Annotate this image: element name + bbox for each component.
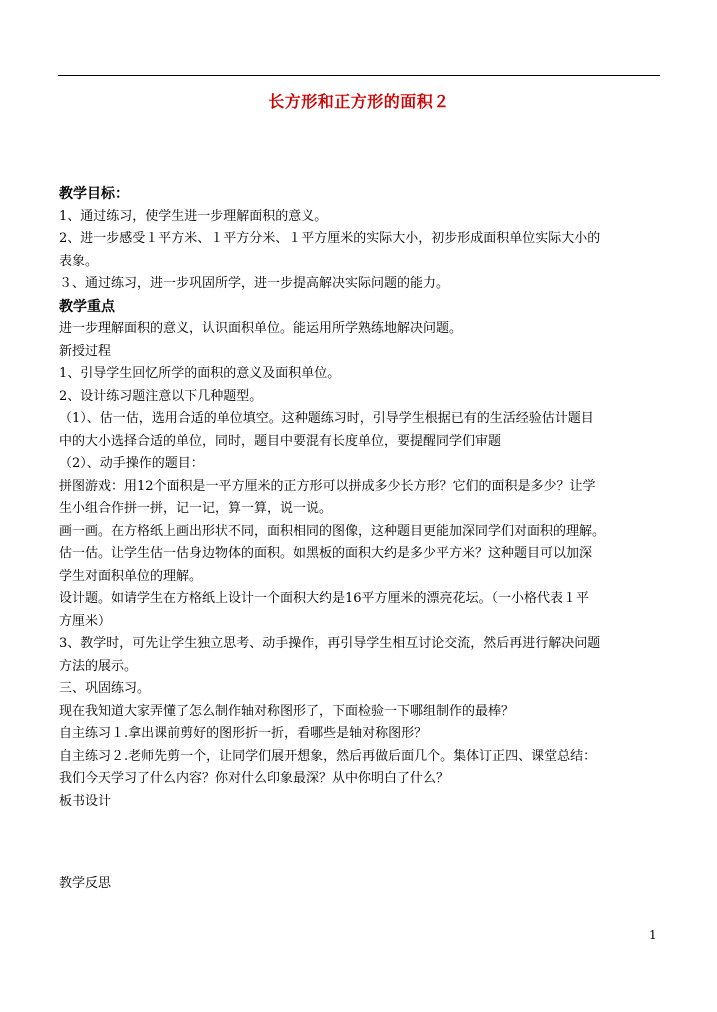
drawing-task: 画一画。在方格纸上画出形状不同，面积相同的图像，这种题目更能加深同学们对面积的理解。 [59,523,606,539]
goal-2-continued: 表象。 [59,253,99,269]
board-design-space [59,813,659,873]
heading-teaching-goals: 教学目标： [59,186,129,202]
process-step-3: 3、教学时，可先让学生独立思考、动手操作，再引导学生相互讨论交流，然后再进行解决问题 [59,636,601,651]
key-points-text: 进一步理解面积的意义，认识面积单位。能运用所学熟练地解决问题。 [59,321,463,336]
goal-1: 1、通过练习，使学生进一步理解面积的意义。 [59,208,328,224]
exercise-type-1-continued: 中的大小选择合适的单位，同时，题目中要混有长度单位，要提醒同学们审题 [59,433,502,449]
page-number: 1 [649,928,657,942]
estimation-task-continued: 学生对面积单位的理解。 [59,568,203,584]
exercise-type-1: （1）、估一估，选用合适的单位填空。这种题练习时，引导学生根据已有的生活经验估计题目 [59,411,594,426]
puzzle-game-continued: 生小组合作拼一拼，记一记，算一算，说一说。 [59,501,333,516]
heading-reflection: 教学反思 [59,876,112,891]
consolidation-intro: 现在我知道大家弄懂了怎么制作轴对称图形了，下面检验一下哪组制作的最棒？ [59,703,515,719]
puzzle-game: 拼图游戏：用12个面积是一平方厘米的正方形可以拼成多少长方形？它们的面积是多少？让学 [59,478,596,494]
header-rule [58,75,660,76]
goal-2: 2、进一步感受１平方米、１平方分米、１平方厘米的实际大小，初步形成面积单位实际大小的 [59,231,601,246]
process-step-2: 2、设计练习题注意以下几种题型。 [59,388,263,404]
summary-questions: 我们今天学习了什么内容？你对什么印象最深？从中你明白了什么？ [59,771,450,786]
design-task: 设计题。如请学生在方格纸上设计一个面积大约是16平方厘米的漂亮花坛。（一小格代表１平 [59,591,590,606]
design-task-continued: 方厘米） [59,613,112,629]
process-step-3-continued: 方法的展示。 [59,658,138,674]
exercise-type-2: （2）、动手操作的题目： [59,456,204,471]
heading-new-lesson: 新授过程 [59,343,112,359]
self-practice-1: 自主练习１.拿出课前剪好的图形折一折，看哪些是轴对称图形？ [59,726,428,741]
heading-consolidation: 三、巩固练习。 [59,681,151,696]
document-title: 长方形和正方形的面积２ [268,92,450,111]
document-body [59,183,659,896]
self-practice-2: 自主练习２.老师先剪一个，让同学们展开想象，然后再做后面几个。集体订正四、课堂总结： [59,748,597,764]
heading-board-design: 板书设计 [59,793,112,809]
heading-key-points: 教学重点 [59,298,115,315]
goal-3: ３、通过练习，进一步巩固所学，进一步提高解决实际问题的能力。 [59,276,450,291]
estimation-task: 估一估。让学生估一估身边物体的面积。如黑板的面积大约是多少平方米？这种题目可以加深 [59,546,593,561]
process-step-1: 1、引导学生回忆所学的面积的意义及面积单位。 [59,366,341,381]
